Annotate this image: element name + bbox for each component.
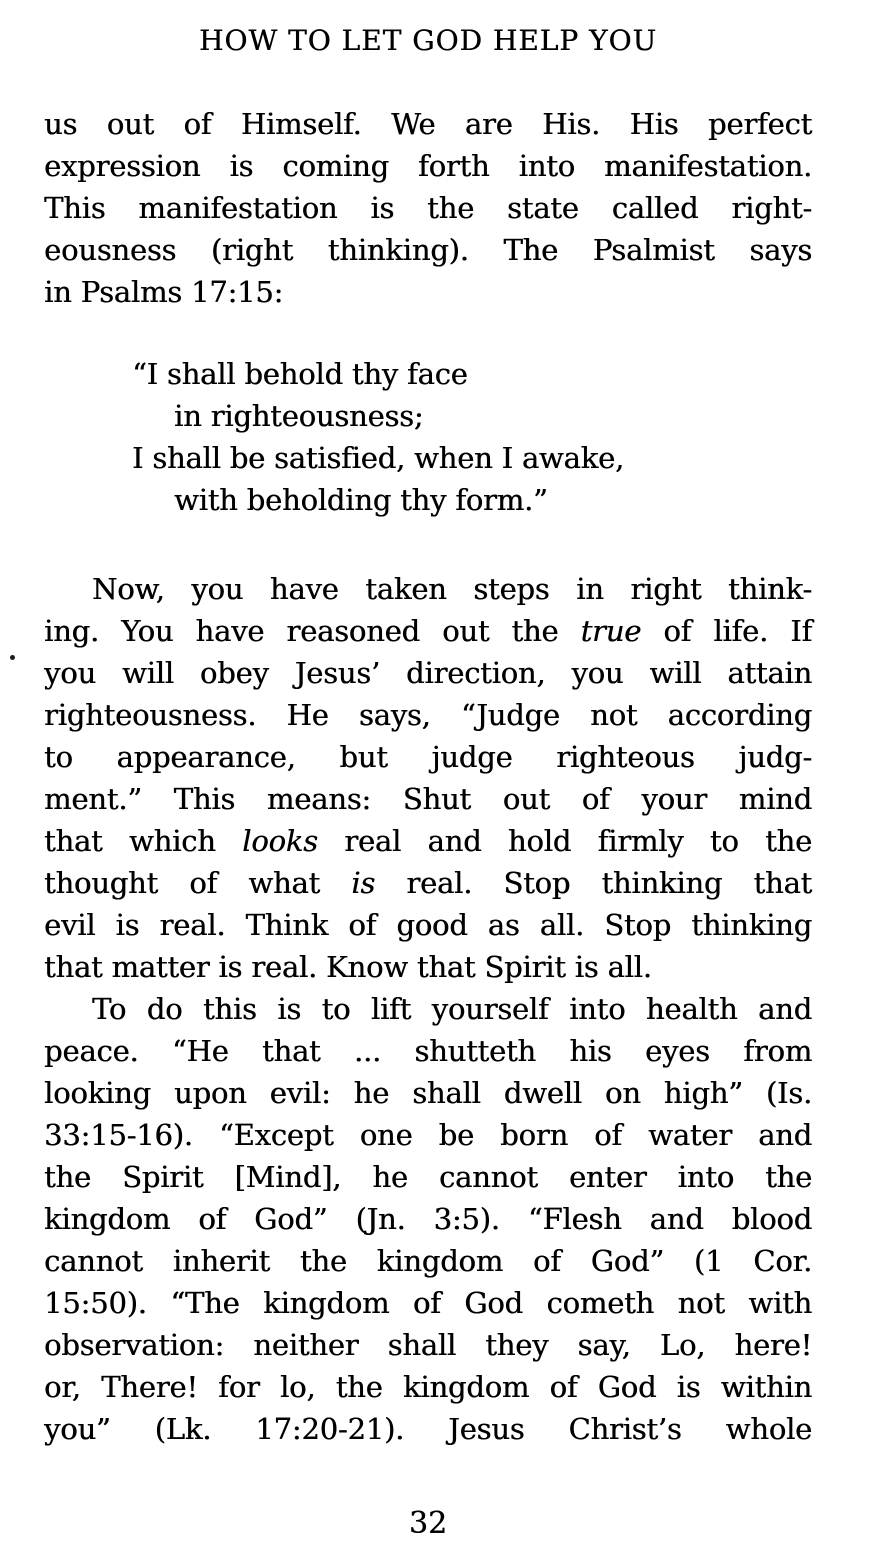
text-line: 15:50). “The kingdom of God cometh not with	[44, 1286, 812, 1320]
text-line: or, There! for lo, the kingdom of God is within	[44, 1370, 812, 1404]
text-line: looking upon evil: he shall dwell on high” (Is.	[44, 1076, 812, 1110]
text-line: you will obey Jesus’ direction, you will attain	[44, 656, 812, 690]
text-line: “I shall behold thy face	[132, 357, 468, 391]
text-line: 33:15-16). “Except one be born of water and	[44, 1118, 812, 1152]
text-line: expression is coming forth into manifestation.	[44, 149, 812, 183]
text-line: in righteousness;	[174, 399, 424, 433]
text-line: ing. You have reasoned out the true of life. If	[44, 614, 812, 648]
text-line: the Spirit [Mind], he cannot enter into the	[44, 1160, 812, 1194]
text-line: To do this is to lift yourself into health and	[92, 992, 812, 1026]
paragraph	[44, 568, 812, 988]
text-line: peace. “He that ... shutteth his eyes from	[44, 1034, 812, 1068]
page-number: 32	[408, 1506, 448, 1541]
text-line: with beholding thy form.”	[174, 483, 548, 517]
text-line: This manifestation is the state called right-	[44, 191, 812, 225]
text-line: I shall be satisfied, when I awake,	[132, 441, 624, 475]
text-line: Now, you have taken steps in right think-	[92, 572, 812, 606]
text-line: ment.” This means: Shut out of your mind	[44, 782, 812, 816]
text-line: to appearance, but judge righteous judg-	[44, 740, 812, 774]
verse-block	[44, 353, 812, 521]
text-line: in Psalms 17:15:	[44, 275, 284, 309]
text-line: thought of what is real. Stop thinking that	[44, 866, 812, 900]
text-line: kingdom of God” (Jn. 3:5). “Flesh and blood	[44, 1202, 812, 1236]
text-line: that which looks real and hold firmly to the	[44, 824, 812, 858]
text-line: cannot inherit the kingdom of God” (1 Cor.	[44, 1244, 812, 1278]
paragraph	[44, 103, 812, 313]
text-line: righteousness. He says, “Judge not according	[44, 698, 812, 732]
text-line: us out of Himself. We are His. His perfect	[44, 107, 812, 141]
scan-artifact-dot	[10, 655, 15, 660]
text-line: that matter is real. Know that Spirit is all.	[44, 950, 652, 984]
text-line: you” (Lk. 17:20-21). Jesus Christ’s whole	[44, 1412, 812, 1446]
running-head: HOW TO LET GOD HELP YOU	[198, 24, 658, 57]
paragraph	[44, 988, 812, 1450]
text-line: observation: neither shall they say, Lo, here!	[44, 1328, 812, 1362]
body-text	[44, 103, 812, 1450]
text-line: evil is real. Think of good as all. Stop thinking	[44, 908, 812, 942]
text-line: eousness (right thinking). The Psalmist says	[44, 233, 812, 267]
